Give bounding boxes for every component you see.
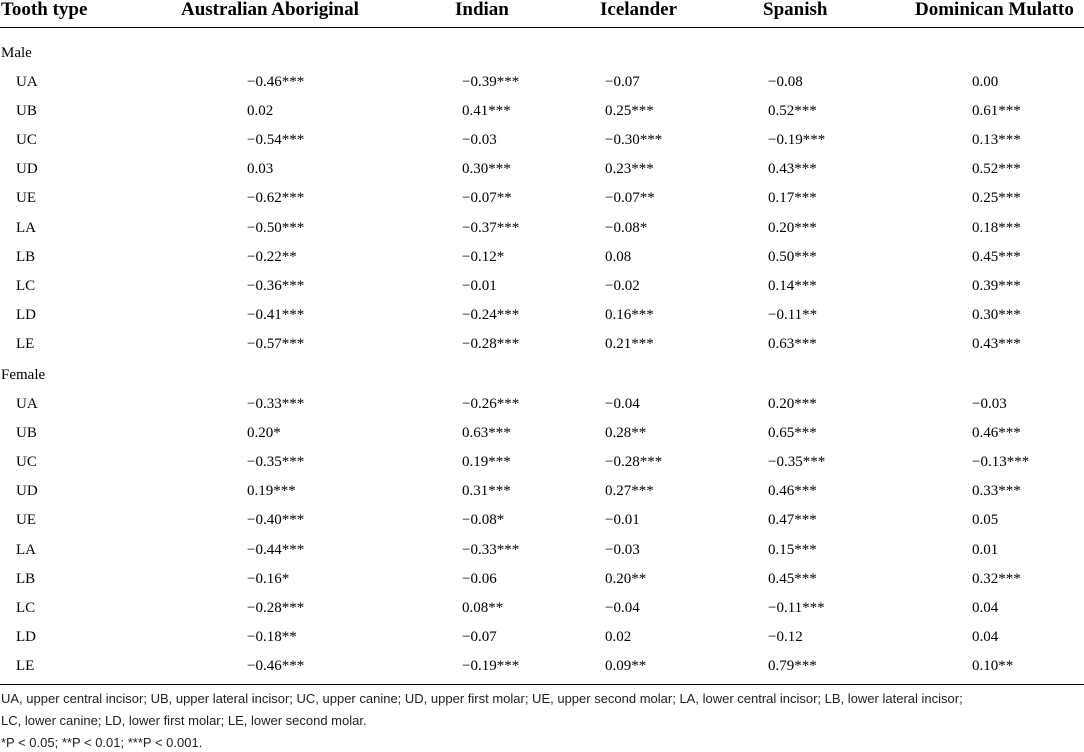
value-cell: 0.02	[605, 629, 632, 645]
value-cell: 0.20***	[768, 220, 817, 236]
value-cell: −0.01	[605, 512, 640, 528]
value-cell: −0.44***	[247, 542, 305, 558]
value-cell: −0.07	[462, 629, 497, 645]
value-cell: −0.57***	[247, 336, 305, 352]
tooth-type-cell: LB	[16, 571, 36, 587]
value-cell: −0.41***	[247, 307, 305, 323]
value-cell: 0.18***	[972, 220, 1021, 236]
tooth-type-cell: LD	[16, 307, 36, 323]
value-cell: −0.50***	[247, 220, 305, 236]
value-cell: −0.11**	[768, 307, 818, 323]
table-row	[0, 482, 1084, 500]
value-cell: 0.02	[247, 103, 274, 119]
value-cell: 0.19***	[462, 454, 511, 470]
value-cell: 0.09**	[605, 658, 647, 674]
value-cell: 0.31***	[462, 483, 511, 499]
table-header	[0, 0, 1084, 28]
value-cell: −0.35***	[768, 454, 826, 470]
tooth-type-cell: UC	[16, 132, 37, 148]
value-cell: 0.30***	[462, 161, 511, 177]
tooth-type-cell: LE	[16, 336, 35, 352]
value-cell: 0.41***	[462, 103, 511, 119]
value-cell: 0.04	[972, 600, 999, 616]
value-cell: 0.10**	[972, 658, 1014, 674]
value-cell: −0.62***	[247, 190, 305, 206]
value-cell: −0.03	[462, 132, 497, 148]
bottom-rule	[0, 684, 1084, 685]
value-cell: 0.20*	[247, 425, 281, 441]
value-cell: −0.46***	[247, 74, 305, 90]
value-cell: 0.50***	[768, 249, 817, 265]
value-cell: 0.13***	[972, 132, 1021, 148]
value-cell: −0.18**	[247, 629, 297, 645]
value-cell: 0.25***	[605, 103, 654, 119]
tooth-type-cell: UA	[16, 74, 38, 90]
value-cell: −0.33***	[247, 396, 305, 412]
table-row	[0, 306, 1084, 324]
table-row	[0, 511, 1084, 529]
value-cell: 0.20**	[605, 571, 647, 587]
value-cell: −0.04	[605, 600, 640, 616]
value-cell: 0.30***	[972, 307, 1021, 323]
header-tooth-type: Tooth type	[1, 0, 88, 20]
value-cell: −0.19***	[462, 658, 520, 674]
table-row	[0, 395, 1084, 413]
header-australian-aboriginal: Australian Aboriginal	[181, 0, 359, 20]
tooth-type-cell: UB	[16, 425, 37, 441]
table-row	[0, 277, 1084, 295]
value-cell: 0.43***	[768, 161, 817, 177]
tooth-type-cell: UA	[16, 396, 38, 412]
header-indian: Indian	[455, 0, 509, 20]
top-rule	[0, 27, 1084, 28]
value-cell: 0.32***	[972, 571, 1021, 587]
header-icelander: Icelander	[600, 0, 678, 20]
value-cell: 0.61***	[972, 103, 1021, 119]
value-cell: −0.19***	[768, 132, 826, 148]
value-cell: −0.02	[605, 278, 640, 294]
table-row	[0, 102, 1084, 120]
value-cell: −0.08	[768, 74, 803, 90]
value-cell: 0.14***	[768, 278, 817, 294]
tooth-type-cell: LD	[16, 629, 36, 645]
value-cell: −0.39***	[462, 74, 520, 90]
footnote-abbreviations-1: UA, upper central incisor; UB, upper lateral incisor; UC, upper canine; UD, upper first molar; UE, upper second molar; LA, lower central incisor; LB, lower lateral incisor;	[1, 691, 963, 706]
value-cell: −0.08*	[605, 220, 648, 236]
value-cell: −0.12*	[462, 249, 505, 265]
value-cell: −0.36***	[247, 278, 305, 294]
table-row	[0, 453, 1084, 471]
tooth-type-cell: LC	[16, 278, 36, 294]
value-cell: 0.47***	[768, 512, 817, 528]
table-row	[0, 657, 1084, 675]
value-cell: 0.04	[972, 629, 999, 645]
value-cell: 0.00	[972, 74, 999, 90]
value-cell: −0.08*	[462, 512, 505, 528]
table-row	[0, 335, 1084, 353]
value-cell: −0.07**	[605, 190, 655, 206]
section-label-0: Male	[1, 45, 32, 61]
value-cell: −0.16*	[247, 571, 290, 587]
value-cell: 0.79***	[768, 658, 817, 674]
table-row	[0, 424, 1084, 442]
table-row	[0, 131, 1084, 149]
value-cell: 0.21***	[605, 336, 654, 352]
tooth-type-cell: UE	[16, 190, 36, 206]
value-cell: −0.04	[605, 396, 640, 412]
value-cell: −0.06	[462, 571, 497, 587]
value-cell: −0.46***	[247, 658, 305, 674]
value-cell: −0.37***	[462, 220, 520, 236]
value-cell: 0.46***	[768, 483, 817, 499]
value-cell: −0.28***	[605, 454, 663, 470]
tooth-type-cell: UD	[16, 161, 38, 177]
value-cell: −0.03	[605, 542, 640, 558]
value-cell: 0.23***	[605, 161, 654, 177]
value-cell: 0.08**	[462, 600, 504, 616]
table-row	[0, 570, 1084, 588]
tooth-type-cell: UE	[16, 512, 36, 528]
value-cell: 0.16***	[605, 307, 654, 323]
tooth-type-cell: LE	[16, 658, 35, 674]
value-cell: 0.46***	[972, 425, 1021, 441]
table-row	[0, 189, 1084, 207]
value-cell: 0.39***	[972, 278, 1021, 294]
value-cell: 0.19***	[247, 483, 296, 499]
value-cell: 0.33***	[972, 483, 1021, 499]
value-cell: 0.65***	[768, 425, 817, 441]
value-cell: 0.45***	[972, 249, 1021, 265]
footnote-abbreviations-2: LC, lower canine; LD, lower first molar; LE, lower second molar.	[1, 713, 367, 728]
table-row	[0, 541, 1084, 559]
value-cell: −0.40***	[247, 512, 305, 528]
value-cell: −0.22**	[247, 249, 297, 265]
value-cell: −0.54***	[247, 132, 305, 148]
table-row	[0, 628, 1084, 646]
tooth-type-cell: UD	[16, 483, 38, 499]
footnote-significance: *P < 0.05; **P < 0.01; ***P < 0.001.	[1, 735, 203, 750]
value-cell: −0.28***	[462, 336, 520, 352]
value-cell: 0.63***	[768, 336, 817, 352]
header-dominican-mulatto: Dominican Mulatto	[915, 0, 1074, 20]
value-cell: −0.03	[972, 396, 1007, 412]
value-cell: −0.28***	[247, 600, 305, 616]
tooth-type-cell: UC	[16, 454, 37, 470]
table-row	[0, 219, 1084, 237]
tooth-type-cell: LC	[16, 600, 36, 616]
value-cell: 0.05	[972, 512, 999, 528]
tooth-type-cell: UB	[16, 103, 37, 119]
value-cell: −0.07	[605, 74, 640, 90]
tooth-type-cell: LA	[16, 220, 36, 236]
tooth-type-cell: LA	[16, 542, 36, 558]
value-cell: −0.07**	[462, 190, 512, 206]
value-cell: −0.01	[462, 278, 497, 294]
value-cell: −0.24***	[462, 307, 520, 323]
table-row	[0, 160, 1084, 178]
value-cell: 0.63***	[462, 425, 511, 441]
value-cell: 0.08	[605, 249, 632, 265]
section-label-1: Female	[1, 367, 46, 383]
value-cell: 0.03	[247, 161, 274, 177]
value-cell: 0.28**	[605, 425, 647, 441]
table-row	[0, 248, 1084, 266]
value-cell: 0.52***	[972, 161, 1021, 177]
value-cell: 0.43***	[972, 336, 1021, 352]
value-cell: −0.26***	[462, 396, 520, 412]
value-cell: −0.12	[768, 629, 803, 645]
value-cell: 0.52***	[768, 103, 817, 119]
value-cell: 0.01	[972, 542, 999, 558]
value-cell: −0.35***	[247, 454, 305, 470]
value-cell: 0.25***	[972, 190, 1021, 206]
value-cell: 0.17***	[768, 190, 817, 206]
value-cell: 0.27***	[605, 483, 654, 499]
header-spanish: Spanish	[763, 0, 828, 20]
table-row	[0, 73, 1084, 91]
value-cell: −0.33***	[462, 542, 520, 558]
value-cell: 0.15***	[768, 542, 817, 558]
value-cell: −0.13***	[972, 454, 1030, 470]
value-cell: 0.45***	[768, 571, 817, 587]
value-cell: −0.30***	[605, 132, 663, 148]
value-cell: 0.20***	[768, 396, 817, 412]
tooth-type-cell: LB	[16, 249, 36, 265]
table-row	[0, 599, 1084, 617]
value-cell: −0.11***	[768, 600, 825, 616]
